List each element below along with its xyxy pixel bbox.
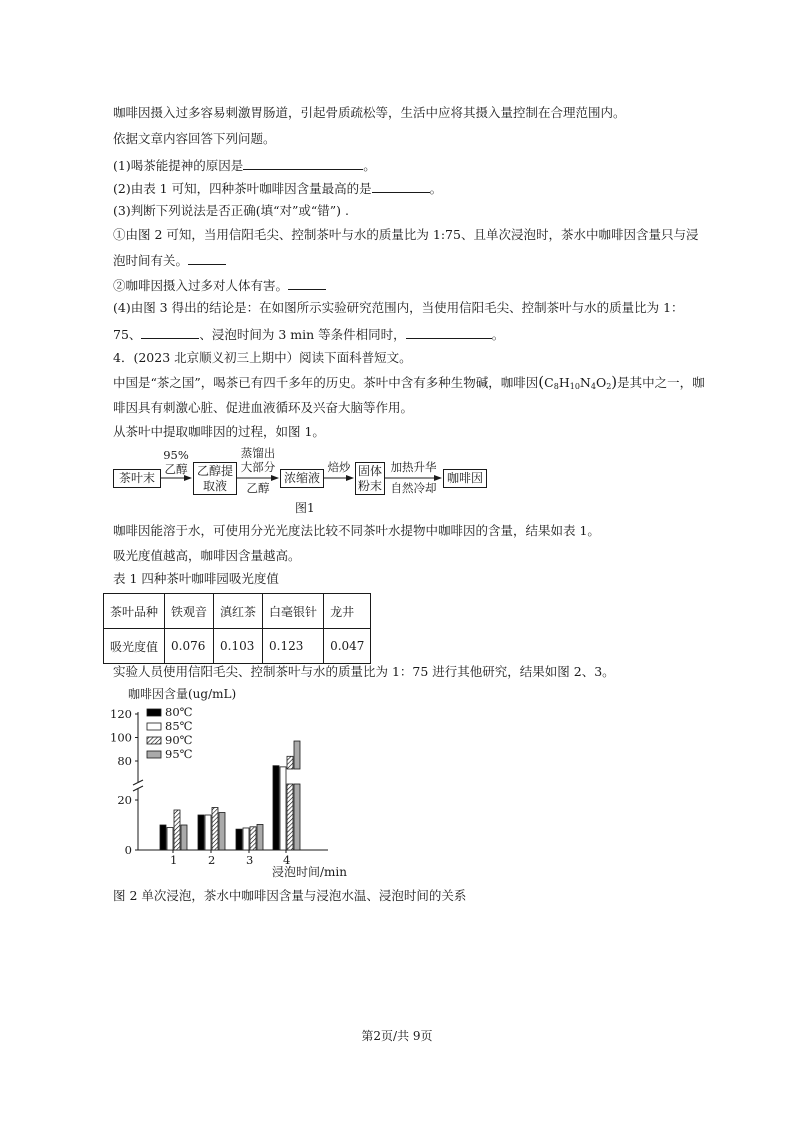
bar-90℃-1 (174, 810, 180, 850)
table-cell: 0.123 (263, 629, 324, 664)
passage-line: 吸光度值越高，咖啡因含量越高。 (113, 548, 301, 563)
flow-box-caffeine: 咖啡因 (443, 469, 487, 488)
text-line: 依据文章内容回答下列问题。 (113, 131, 276, 146)
passage-line: 从茶叶中提取咖啡因的过程，如图 1。 (113, 424, 325, 439)
table-caption: 表 1 四种茶叶咖啡园吸光度值 (113, 571, 279, 586)
table-header-cell: 滇红茶 (214, 594, 263, 629)
flowchart-arrows (0, 0, 794, 520)
bar-80℃-2 (198, 815, 204, 850)
table-cell: 0.047 (324, 629, 371, 664)
legend-swatch-85℃ (147, 723, 161, 730)
flow-label-cooling: 自然冷却 (390, 481, 437, 495)
table-row (104, 629, 371, 664)
bar-90℃-3 (250, 827, 256, 850)
legend-label: 85℃ (165, 719, 193, 733)
question-3: (3)判断下列说法是否正确(填“对”或“错”) . (113, 203, 349, 218)
bar-85℃-3 (243, 828, 249, 850)
passage-line: 咖啡因能溶于水，可使用分光光度法比较不同茶叶水提物中咖啡因的含量，结果如表 1。 (113, 523, 600, 538)
table-header-cell: 铁观音 (165, 594, 214, 629)
bar-95℃-4 (294, 784, 300, 850)
table-cell: 吸光度值 (104, 629, 165, 664)
flow-box-concentrate: 浓缩液 (280, 469, 324, 488)
passage-line: 啡因具有刺激心脏、促进血液循环及兴奋大脑等作用。 (113, 400, 414, 415)
figure-2-bar-chart (100, 684, 350, 884)
x-tick-label: 1 (170, 853, 178, 867)
passage-line: 中国是“茶之国”，喝茶已有四千多年的历史。茶叶中含有多种生物碱，咖啡因$(C_8H_{10}N_4O_2)$是其中之一，咖 (113, 373, 705, 391)
table-cell: 0.076 (165, 629, 214, 664)
legend-swatch-95℃ (147, 751, 161, 758)
flow-box-ethanol-extract: 乙醇提 取液 (193, 462, 237, 495)
bar-90℃-4 (287, 784, 293, 850)
legend-swatch-90℃ (147, 737, 161, 744)
text-line: 咖啡因摄入过多容易刺激胃肠道，引起骨质疏松等，生活中应将其摄入量控制在合理范围内。 (113, 105, 626, 120)
flow-box-tea-powder: 茶叶末 (113, 469, 161, 488)
bar-90℃-2 (212, 808, 218, 851)
bar-80℃-4 (273, 766, 279, 850)
page-footer: 第2页/共 9页 (361, 1029, 433, 1043)
legend-label: 95℃ (165, 747, 193, 761)
question-4-line1: (4)由图 3 得出的结论是：在如图所示实验研究范围内，当使用信阳毛尖、控制茶叶与水的质量比为 1： (113, 300, 684, 315)
bar-95℃-4-upper (294, 741, 300, 769)
question-3a-line2: 泡时间有关。 (113, 251, 226, 269)
table-header-row (104, 594, 371, 629)
flow-label-ethanol-removed: 乙醇 (246, 481, 270, 495)
passage-line: 实验人员使用信阳毛尖、控制茶叶与水的质量比为 1：75 进行其他研究，结果如图 2、3。 (113, 664, 615, 679)
bar-95℃-3 (257, 824, 263, 850)
question-3a-line1: ①由图 2 可知，当用信阳毛尖、控制茶叶与水的质量比为 1:75、且单次浸泡时，茶水中咖啡因含量只与浸 (113, 227, 699, 242)
flow-label-ethanol: 95% 乙醇 (163, 448, 189, 476)
question-4-line2: 75、 、浸泡时间为 3 min 等条件相同时， 。 (113, 327, 505, 342)
bar-95℃-1 (181, 825, 187, 850)
y-tick-label: 20 (117, 793, 132, 807)
bar-80℃-3 (236, 829, 242, 850)
figure-2-caption: 图 2 单次浸泡，茶水中咖啡因含量与浸泡水温、浸泡时间的关系 (113, 888, 467, 903)
question-3b: ②咖啡因摄入过多对人体有害。 (113, 276, 326, 294)
x-tick-label: 2 (208, 853, 216, 867)
question-1: (1)喝茶能提神的原因是 。 (113, 158, 376, 173)
flow-label-roast: 焙炒 (327, 460, 351, 474)
legend-label: 80℃ (165, 705, 193, 719)
x-tick-label: 4 (283, 853, 291, 867)
bar-95℃-2 (219, 813, 225, 851)
passage-heading: 4．(2023 北京顺义初三上期中）阅读下面科普短文。 (113, 350, 412, 365)
y-tick-label: 100 (110, 730, 132, 745)
flow-label-sublimation: 加热升华 (390, 460, 437, 474)
bar-90℃-4-upper (287, 756, 293, 769)
y-tick-label: 120 (110, 707, 132, 721)
table-header-cell: 白毫银针 (263, 594, 324, 629)
x-tick-label: 3 (246, 853, 254, 867)
bar-85℃-2 (205, 815, 211, 850)
flow-box-solid-powder: 固体 粉末 (355, 462, 385, 495)
y-tick-label: 0 (124, 843, 132, 857)
legend-label: 90℃ (165, 733, 193, 747)
y-tick-label: 80 (117, 754, 132, 768)
bar-80℃-1 (160, 825, 166, 850)
figure-1-caption: 图1 (295, 501, 315, 515)
caffeine-formula: $(C_8H_{10}N_4O_2)$ (538, 373, 618, 391)
y-axis-label: 咖啡因含量(ug/mL) (128, 687, 237, 701)
table-header-cell: 茶叶品种 (104, 594, 165, 629)
x-axis-label: 浸泡时间/min (272, 865, 347, 879)
question-2: (2)由表 1 可知，四种茶叶咖啡因含量最高的是 。 (113, 181, 443, 196)
flow-label-distill: 蒸馏出 大部分 (240, 446, 276, 474)
legend-swatch-80℃ (147, 709, 161, 716)
table-cell: 0.103 (214, 629, 263, 664)
absorbance-table (103, 593, 371, 664)
table-header-cell: 龙井 (324, 594, 371, 629)
bar-85℃-4 (280, 767, 286, 850)
bar-85℃-1 (167, 828, 173, 851)
